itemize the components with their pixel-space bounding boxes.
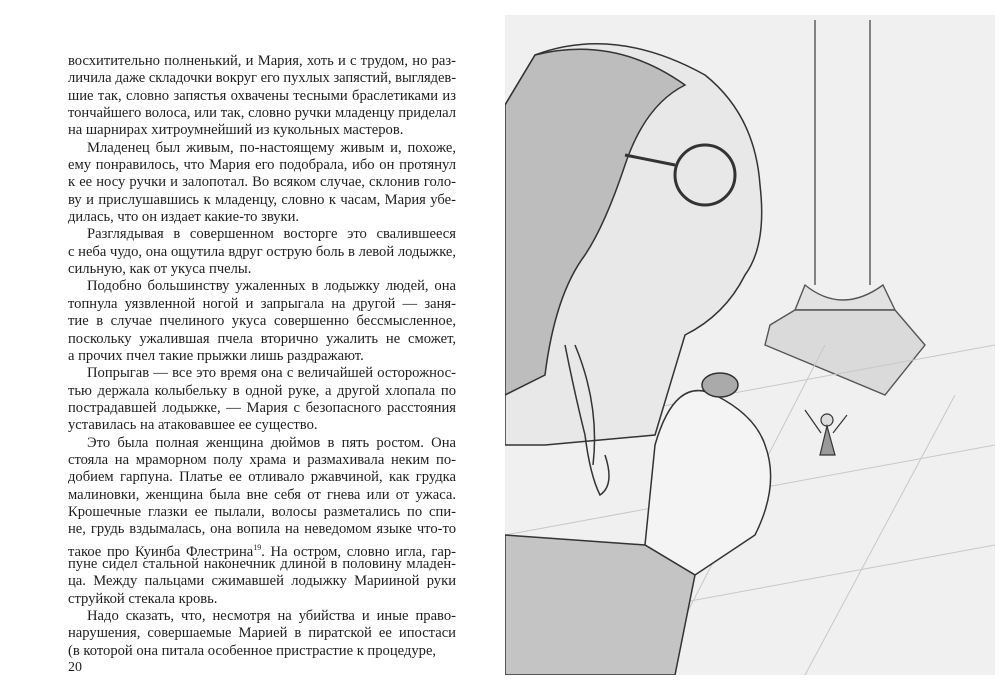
text-line <box>68 88 456 105</box>
text-line <box>68 504 456 521</box>
text-line <box>68 192 456 209</box>
text-line <box>68 313 456 330</box>
text-line <box>68 400 456 417</box>
text-line <box>68 487 456 504</box>
text-line <box>68 608 456 625</box>
text-line-content: личила даже складочки вокруг его пухлых запястий, выглядев- <box>68 70 456 87</box>
text-line <box>68 435 456 452</box>
text-line-content: тью держала колыбельку в одной руке, а другой хлопала по <box>68 382 456 399</box>
body-text <box>68 53 456 660</box>
text-line-content: уставилась на атаковавшее ее существо. <box>68 417 318 434</box>
text-line-content: сильную, как от укуса пчелы. <box>68 261 252 278</box>
text-line <box>68 244 456 261</box>
text-line <box>68 278 456 295</box>
page-number: 20 <box>68 660 82 675</box>
text-line <box>68 122 456 139</box>
text-line-content: шие так, словно запястья охвачены тесными браслетиками из <box>68 87 456 104</box>
text-line-content: ца. Между пальцами сжимавшей лодыжку Марииной руки <box>68 573 456 590</box>
text-line-content: добием гарпуна. Платье ее отливало ржавчиной, как грудка <box>68 469 456 486</box>
text-line-content: Младенец был живым, по-настоящему живым и, похоже, <box>87 139 456 156</box>
text-line <box>68 53 456 70</box>
text-line <box>68 452 456 469</box>
text-line <box>68 573 456 590</box>
text-line-content: такое про Куинба Флестрина <box>68 543 254 560</box>
text-line-content: нарушения, совершаемые Марией в пиратской ее ипостаси <box>68 625 456 642</box>
text-line-content: стояла на мраморном полу храма и размахивала неким по- <box>68 451 456 468</box>
text-line-content: тие в случае пчелиного укуса совершенно бессмысленное, <box>68 313 456 330</box>
text-line <box>68 261 456 278</box>
text-line <box>68 365 456 382</box>
text-line-content: ву и прислушавшись к младенцу, словно к часам, Мария убе- <box>68 191 456 208</box>
text-line <box>68 521 456 538</box>
text-line <box>68 209 456 226</box>
text-line-content: топнула уязвленной ногой и запрыгала на другой — заня- <box>68 295 456 312</box>
text-line <box>68 556 456 573</box>
text-line-content: пострадавшей лодыжке, — Мария с безопасного расстояния <box>68 399 456 416</box>
text-line-content: на шарнирах хитроумнейший из кукольных мастеров. <box>68 122 404 139</box>
text-line-content: не, грудь вздымалась, она вопила на неведомом языке что-то <box>68 521 456 538</box>
text-line <box>68 539 456 560</box>
text-line-content: Разглядывая в совершенном восторге это свалившееся <box>87 226 456 243</box>
text-line <box>68 226 456 243</box>
text-line <box>68 383 456 400</box>
text-line <box>68 469 456 486</box>
text-line-content: дилась, что он издает какие-то звуки. <box>68 209 300 226</box>
text-line-content: Это была полная женщина дюймов в пять ростом. Она <box>87 434 456 451</box>
text-line <box>68 625 456 642</box>
text-line <box>68 643 456 660</box>
text-line-content: Крошечные глазки ее пылали, волосы разметались по спи- <box>68 503 456 520</box>
text-line-content: тончайшего волоса, или так, словно ручки младенцу приделал <box>68 105 456 122</box>
text-line-content: струйкой стекала кровь. <box>68 590 218 607</box>
footnote-reference: 19 <box>253 542 262 552</box>
text-line <box>68 140 456 157</box>
text-line <box>68 591 456 608</box>
text-line-content: (в которой она питала особенное пристрастие к процедуре, <box>68 642 437 659</box>
text-line <box>68 105 456 122</box>
text-line-content: Попрыгав — все это время она с величайшей осторожнос- <box>87 365 456 382</box>
text-line <box>68 70 456 87</box>
text-line-content: поскольку ужалившая пчела вторично ужалить не сможет, <box>68 330 456 347</box>
text-line-content: ему понравилось, что Мария его подобрала, ибо он протянул <box>68 157 456 174</box>
text-line <box>68 331 456 348</box>
text-line <box>68 296 456 313</box>
text-line-content: пуне сидел стальной наконечник длиной в половину младен- <box>68 555 456 572</box>
text-line-content: . На остром, словно игла, гар- <box>261 543 456 560</box>
text-line <box>68 348 456 365</box>
illustration-girl-with-glasses <box>505 15 995 675</box>
text-line <box>68 174 456 191</box>
text-line-content: к ее носу ручки и залопотал. Во всяком случае, склонив голо- <box>68 174 456 191</box>
text-line-content: а прочих пчел такие прыжки лишь раздражают. <box>68 347 364 364</box>
text-line-content: Надо сказать, что, несмотря на убийства и иные право- <box>87 608 456 624</box>
text-line-content: малиновки, женщина была вне себя от гнева или от ужаса. <box>68 486 456 503</box>
text-line-content: с неба чудо, она ощутила вдруг острую боль в левой лодыжке, <box>68 243 456 260</box>
text-line <box>68 157 456 174</box>
text-line-content: восхитительно полненький, и Мария, хоть и с трудом, но раз- <box>68 53 456 69</box>
text-line <box>68 417 456 434</box>
text-line-content: Подобно большинству ужаленных в лодыжку людей, она <box>87 278 456 295</box>
